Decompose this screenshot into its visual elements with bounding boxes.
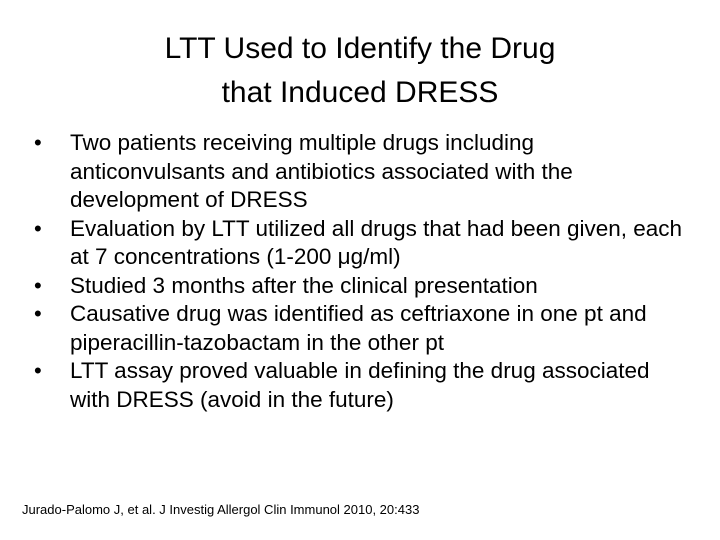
bullet-text: Evaluation by LTT utilized all drugs that had been given, each at 7 concentrations (1-200 μg/ml) xyxy=(70,215,683,269)
bullet-dot-icon: • xyxy=(34,272,42,298)
bullet-item xyxy=(34,357,694,414)
bullet-text: Studied 3 months after the clinical presentation xyxy=(70,272,538,298)
bullet-list xyxy=(34,129,694,414)
bullet-item xyxy=(34,129,694,215)
slide-title xyxy=(60,27,660,115)
bullet-item xyxy=(34,300,694,357)
title-line-2: that Induced DRESS xyxy=(221,76,499,109)
bullet-text: Two patients receiving multiple drugs including anticonvulsants and antibiotics associated with the development of DRESS xyxy=(70,130,573,212)
bullet-text: LTT assay proved valuable in defining the drug associated with DRESS (avoid in the future) xyxy=(70,358,650,412)
bullet-dot-icon: • xyxy=(34,301,42,326)
bullet-item xyxy=(34,272,694,301)
bullet-dot-icon: • xyxy=(34,358,42,383)
bullet-item xyxy=(34,215,694,272)
bullet-text: Causative drug was identified as ceftriaxone in one pt and piperacillin-tazobactam in the other pt xyxy=(70,301,647,355)
bullet-dot-icon: • xyxy=(34,130,42,155)
title-line-1: LTT Used to Identify the Drug xyxy=(164,32,556,65)
bullet-dot-icon: • xyxy=(34,215,42,241)
citation: Jurado-Palomo J, et al. J Investig Allergol Clin Immunol 2010, 20:433 xyxy=(22,502,420,517)
